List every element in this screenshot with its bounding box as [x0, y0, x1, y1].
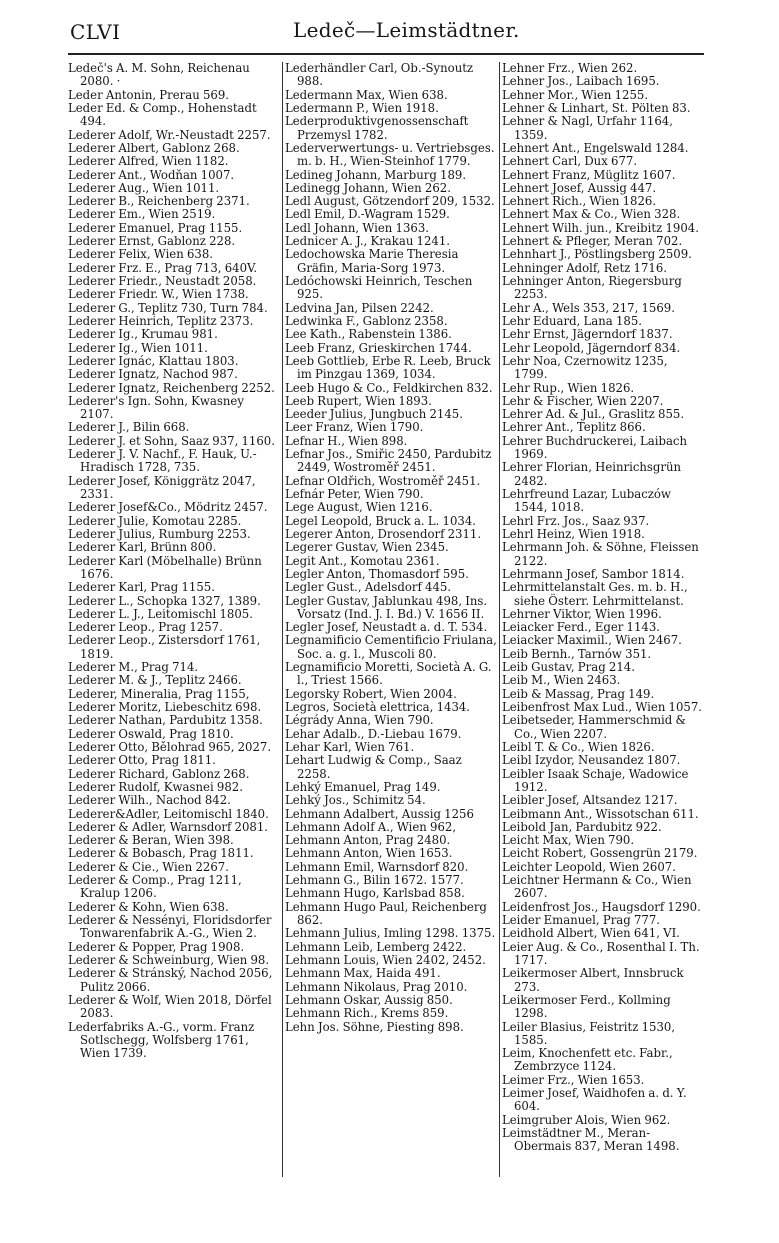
directory-entry: Lederer Leop., Zistersdorf 1761, 1819.: [68, 633, 261, 661]
directory-entry: Leibold Jan, Pardubitz 922.: [502, 819, 662, 834]
directory-entry: Lehnert Carl, Dux 677.: [502, 154, 638, 169]
directory-entry: Leimer Josef, Waidhofen a. d. Y. 604.: [502, 1086, 687, 1114]
directory-entry: Leder Antonin, Prerau 569.: [68, 87, 229, 102]
directory-entry: Lehr Leopold, Jägerndorf 834.: [502, 340, 681, 355]
directory-entry: Ledvina Jan, Pilsen 2242.: [285, 300, 434, 315]
directory-entry: Lederer & Cie., Wien 2267.: [68, 859, 229, 874]
directory-column-1: [68, 62, 280, 1177]
directory-entry: Lederer Josef, Königgrätz 2047, 2331.: [68, 473, 256, 501]
directory-entry: Lederer Heinrich, Teplitz 2373.: [68, 313, 254, 328]
directory-entry: Leibl T. & Co., Wien 1826.: [502, 739, 655, 754]
directory-entry: Lehmann Hugo Paul, Reichenberg 862.: [285, 899, 487, 927]
directory-entry: Lehninger Anton, Riegersburg 2253.: [502, 274, 682, 302]
directory-entry: Legler Gust., Adelsdorf 445.: [285, 580, 452, 595]
directory-entry: Lederer Ignatz, Reichenberg 2252.: [68, 380, 275, 395]
directory-entry: Leichtner Hermann & Co., Wien 2607.: [502, 873, 692, 901]
directory-entry: Lederer Friedr. W., Wien 1738.: [68, 287, 249, 302]
directory-entry: Lehner Jos., Laibach 1695.: [502, 74, 660, 89]
directory-entry: Lehmann G., Bilin 1672. 1577.: [285, 873, 464, 888]
directory-entry: Ledl August, Götzendorf 209, 1532.: [285, 194, 495, 209]
directory-entry: Leeder Julius, Jungbuch 2145.: [285, 407, 463, 422]
directory-entry: Lederer & Stránský, Nachod 2056, Pulitz 2066.: [68, 966, 273, 994]
directory-entry: Leim, Knochenfett etc. Fabr., Zembrzyce 1124.: [502, 1046, 673, 1074]
directory-entry: Lederer L., Schopka 1327, 1389.: [68, 593, 261, 608]
directory-entry: Lehmann Adolf A., Wien 962,: [285, 819, 457, 834]
directory-entry: Lederer Albert, Gablonz 268.: [68, 140, 240, 155]
directory-entry: Lederer J., Bilin 668.: [68, 420, 190, 435]
directory-entry: Lederer & Wolf, Wien 2018, Dörfel 2083.: [68, 992, 272, 1021]
directory-entry: Lederfabriks A.-G., vorm. Franz Sotlschegg, Wolfsberg 1761, Wien 1739.: [68, 1019, 255, 1061]
directory-entry: Legnamificio Moretti, Società A. G. l., Triest 1566.: [285, 660, 492, 688]
column-divider: [282, 62, 283, 1177]
directory-entry: Lehar Karl, Wien 761.: [285, 739, 415, 754]
page-title: Ledeč—Leimstädtner.: [293, 18, 520, 42]
directory-entry: Légrády Anna, Wien 790.: [285, 713, 434, 728]
directory-entry: Leib M., Wien 2463.: [502, 673, 621, 688]
directory-entry: Lehnert Wilh. jun., Kreibitz 1904.: [502, 220, 699, 235]
directory-entry: Lehnhart J., Pöstlingsberg 2509.: [502, 247, 692, 262]
directory-entry: Lederhändler Carl, Ob.-Synoutz 988.: [285, 62, 474, 89]
directory-entry: Lehn Jos. Söhne, Piesting 898.: [285, 1019, 464, 1034]
directory-entry: Ledóchowski Heinrich, Teschen 925.: [285, 274, 473, 302]
directory-entry: Lefnar H., Wien 898.: [285, 433, 408, 448]
directory-entry: Lederer Ignatz, Nachod 987.: [68, 367, 238, 382]
directory-entry: Lederer Julie, Komotau 2285.: [68, 513, 242, 528]
directory-entry: Lederer Aug., Wien 1011.: [68, 180, 220, 195]
directory-entry: Lederer M., Prag 714.: [68, 660, 199, 675]
directory-entry: Lehmann Nikolaus, Prag 2010.: [285, 979, 468, 994]
directory-entry: Lehmann Rich., Krems 859.: [285, 1006, 449, 1021]
directory-entry: Lehr & Fischer, Wien 2207.: [502, 393, 664, 408]
directory-entry: Lehnert Josef, Aussig 447.: [502, 180, 657, 195]
directory-entry: Lederer & Adler, Warnsdorf 2081.: [68, 819, 268, 834]
directory-entry: Lederer Felix, Wien 638.: [68, 247, 213, 262]
directory-entry: Lederer Emanuel, Prag 1155.: [68, 220, 243, 235]
directory-entry: Lehmann Anton, Prag 2480.: [285, 833, 451, 848]
directory-entry: Lederer G., Teplitz 730, Turn 784.: [68, 300, 268, 315]
directory-entry: Lederer & Kohn, Wien 638.: [68, 899, 229, 914]
directory-entry: Ledeč's A. M. Sohn, Reichenau 2080. ·: [68, 62, 250, 89]
directory-entry: Lehrl Frz. Jos., Saaz 937.: [502, 513, 650, 528]
directory-entry: Lefnar Oldřich, Wostroměř 2451.: [285, 473, 481, 488]
directory-entry: Lederer & Popper, Prag 1908.: [68, 939, 245, 954]
directory-entry: Leikermoser Albert, Innsbruck 273.: [502, 966, 684, 994]
directory-column-2: [285, 62, 497, 1177]
directory-entry: Lederer Ig., Krumau 981.: [68, 327, 218, 342]
directory-entry: Leib & Massag, Prag 149.: [502, 686, 655, 701]
directory-entry: Lehrer Ad. & Jul., Graslitz 855.: [502, 407, 685, 422]
directory-entry: Lehrer Buchdruckerei, Laibach 1969.: [502, 433, 688, 462]
directory-entry: Lehrer Florian, Heinrichsgrün 2482.: [502, 460, 682, 488]
directory-entry: Lederer Rudolf, Kwasnei 982.: [68, 779, 243, 794]
directory-entry: Lederer Nathan, Pardubitz 1358.: [68, 713, 263, 728]
directory-entry: Lehnert Max & Co., Wien 328.: [502, 207, 681, 222]
directory-entry: Lederer Wilh., Nachod 842.: [68, 793, 231, 808]
directory-entry: Lehner & Nagl, Urfahr 1164, 1359.: [502, 114, 673, 142]
directory-entry: Leimgruber Alois, Wien 962.: [502, 1112, 671, 1127]
directory-entry: Lederer Alfred, Wien 1182.: [68, 154, 229, 169]
directory-entry: Lehrl Heinz, Wien 1918.: [502, 526, 645, 541]
directory-entry: Lederer & Schweinburg, Wien 98.: [68, 952, 270, 967]
directory-entry: Lehnert Franz, Müglitz 1607.: [502, 167, 676, 182]
directory-entry: Lederer Otto, Prag 1811.: [68, 753, 216, 768]
directory-entry: Ledl Johann, Wien 1363.: [285, 220, 429, 235]
directory-entry: Leer Franz, Wien 1790.: [285, 420, 424, 435]
directory-entry: Leder Ed. & Comp., Hohenstadt 494.: [68, 100, 257, 129]
directory-entry: Leicht Max, Wien 790.: [502, 833, 635, 848]
directory-entry: Legler Gustav, Jablunkau 498, Ins. Vorsatz (Ind. J. I. Bd.) V. 1656 II.: [285, 593, 488, 621]
directory-entry: Lehmann Leib, Lemberg 2422.: [285, 939, 467, 954]
directory-entry: Leibler Josef, Altsandez 1217.: [502, 793, 678, 808]
directory-columns: [68, 62, 704, 1182]
directory-entry: Lederproduktivgenossenschaft Przemysl 1782.: [285, 114, 469, 142]
directory-entry: Lederer M. & J., Teplitz 2466.: [68, 673, 242, 688]
page-number: CLVI: [70, 20, 121, 44]
directory-entry: Leichter Leopold, Wien 2607.: [502, 859, 676, 874]
directory-entry: Lehr Eduard, Lana 185.: [502, 313, 642, 328]
directory-entry: Lehnert Ant., Engelswald 1284.: [502, 140, 689, 155]
directory-entry: Leier Aug. & Co., Rosenthal I. Th. 1717.: [502, 939, 700, 967]
directory-entry: Legel Leopold, Bruck a. L. 1034.: [285, 513, 477, 528]
directory-entry: Lederer Richard, Gablonz 268.: [68, 766, 250, 781]
directory-entry: Lederer Ignác, Klattau 1803.: [68, 353, 239, 368]
directory-entry: Lederer Em., Wien 2519.: [68, 207, 216, 222]
directory-entry: Leeb Hugo & Co., Feldkirchen 832.: [285, 380, 493, 395]
directory-entry: Lefnar Jos., Smiřic 2450, Pardubitz 2449, Wostroměř 2451.: [285, 447, 492, 475]
directory-entry: Lehký Jos., Schimitz 54.: [285, 793, 426, 808]
directory-entry: Lehrer Ant., Teplitz 866.: [502, 420, 646, 435]
directory-entry: Lehký Emanuel, Prag 149.: [285, 779, 441, 794]
directory-entry: Leeb Rupert, Wien 1893.: [285, 393, 432, 408]
directory-entry: Lehmann Max, Haida 491.: [285, 966, 441, 981]
directory-entry: Lehrmann Joh. & Söhne, Fleissen 2122.: [502, 540, 699, 568]
directory-entry: Lehner Mor., Wien 1255.: [502, 87, 649, 102]
directory-entry: Lederer J. et Sohn, Saaz 937, 1160.: [68, 433, 275, 448]
directory-entry: Leib Gustav, Prag 214.: [502, 660, 635, 675]
directory-entry: Ledermann Max, Wien 638.: [285, 87, 448, 102]
directory-entry: Lehner & Linhart, St. Pölten 83.: [502, 100, 691, 115]
directory-entry: Lege August, Wien 1216.: [285, 500, 433, 515]
directory-entry: Leikermoser Ferd., Kollming 1298.: [502, 992, 671, 1021]
directory-entry: Lehmann Louis, Wien 2402, 2452.: [285, 952, 486, 967]
directory-entry: Leidhold Albert, Wien 641, VI.: [502, 926, 680, 941]
directory-entry: Legler Josef, Neustadt a. d. T. 534.: [285, 620, 488, 635]
directory-entry: Lehrfreund Lazar, Lubaczów 1544, 1018.: [502, 487, 671, 515]
directory-entry: Leibl Izydor, Neusandez 1807.: [502, 753, 681, 768]
directory-entry: Ledineg Johann, Marburg 189.: [285, 167, 467, 182]
directory-entry: Lee Kath., Rabenstein 1386.: [285, 327, 452, 342]
directory-entry: Legerer Anton, Drosendorf 2311.: [285, 526, 482, 541]
directory-entry: Lednicer A. J., Krakau 1241.: [285, 234, 451, 249]
directory-entry: Lehrmann Josef, Sambor 1814.: [502, 566, 685, 581]
directory-entry: Lederer Moritz, Liebeschitz 698.: [68, 700, 262, 714]
directory-entry: Lehr Ernst, Jägerndorf 1837.: [502, 327, 673, 342]
directory-entry: Lederer Karl (Möbelhalle) Brünn 1676.: [68, 553, 262, 581]
directory-entry: Lederer Karl, Prag 1155.: [68, 580, 215, 595]
directory-entry: Lehnert & Pfleger, Meran 702.: [502, 234, 683, 249]
directory-entry: Ledl Emil, D.-Wagram 1529.: [285, 207, 450, 222]
directory-entry: Leimstädtner M., Meran-Obermais 837, Meran 1498.: [502, 1126, 680, 1154]
directory-entry: Lederer Frz. E., Prag 713, 640V.: [68, 260, 258, 275]
directory-entry: Legit Ant., Komotau 2361.: [285, 553, 440, 568]
directory-entry: Lederer Otto, Bělohrad 965, 2027.: [68, 739, 272, 754]
directory-entry: Lederer&Adler, Leitomischl 1840.: [68, 806, 269, 821]
directory-entry: Leibler Isaak Schaje, Wadowice 1912.: [502, 766, 689, 794]
directory-entry: Lehninger Adolf, Retz 1716.: [502, 260, 667, 275]
directory-entry: Lehar Adalb., D.-Liebau 1679.: [285, 726, 462, 741]
directory-entry: Lederer Karl, Brünn 800.: [68, 540, 217, 555]
directory-entry: Lederer J. V. Nachf., F. Hauk, U.-Hradisch 1728, 735.: [68, 447, 257, 475]
directory-entry: Legros, Società elettrica, 1434.: [285, 700, 471, 714]
directory-column-3: [502, 62, 704, 1177]
directory-entry: Lederer & Beran, Wien 398.: [68, 833, 234, 848]
directory-entry: Lehmann Hugo, Karlsbad 858.: [285, 886, 465, 901]
page-header: [0, 14, 779, 54]
directory-entry: Ledinegg Johann, Wien 262.: [285, 180, 451, 195]
directory-entry: Leib Bernh., Tarnów 351.: [502, 646, 652, 661]
directory-entry: Lederer L. J., Leitomischl 1805.: [68, 606, 253, 621]
directory-entry: Lehrner Viktor, Wien 1996.: [502, 606, 662, 621]
directory-entry: Lehmann Anton, Wien 1653.: [285, 846, 453, 861]
directory-entry: Legnamificio Cementificio Friulana, Soc. a. g. l., Muscoli 80.: [285, 633, 497, 661]
column-divider: [499, 62, 500, 1177]
directory-entry: Leeb Gottlieb, Erbe R. Leeb, Bruck im Pinzgau 1369, 1034.: [285, 353, 491, 382]
directory-entry: Lederer & Nessényi, Floridsdorfer Tonwarenfabrik A.-G., Wien 2.: [68, 913, 272, 941]
directory-entry: Lehart Ludwig & Comp., Saaz 2258.: [285, 753, 462, 781]
directory-entry: Legerer Gustav, Wien 2345.: [285, 540, 449, 555]
directory-entry: Leidenfrost Jos., Haugsdorf 1290.: [502, 899, 701, 914]
directory-entry: Leibenfrost Max Lud., Wien 1057.: [502, 700, 703, 714]
directory-entry: Lehr A., Wels 353, 217, 1569.: [502, 300, 675, 315]
directory-entry: Lehmann Julius, Imling 1298. 1375.: [285, 926, 496, 941]
directory-entry: Lehner Frz., Wien 262.: [502, 62, 638, 75]
directory-entry: Leiacker Maximil., Wien 2467.: [502, 633, 682, 648]
directory-entry: Leider Emanuel, Prag 777.: [502, 913, 660, 927]
directory-entry: Lehrmittelanstalt Ges. m. b. H., siehe Österr. Lehrmittelanst.: [502, 580, 688, 608]
directory-entry: Leibetseder, Hammerschmid & Co., Wien 2207.: [502, 713, 686, 741]
directory-entry: Lederverwertungs- u. Vertriebsges. m. b. H., Wien-Steinhof 1779.: [285, 140, 495, 169]
directory-entry: Lederer Oswald, Prag 1810.: [68, 726, 234, 741]
directory-entry: Lederer Ernst, Gablonz 228.: [68, 234, 236, 249]
directory-entry: Lederer Adolf, Wr.-Neustadt 2257.: [68, 127, 271, 142]
directory-entry: Leiacker Ferd., Eger 1143.: [502, 620, 661, 635]
directory-entry: Lederer, Mineralia, Prag 1155,: [68, 686, 250, 701]
directory-entry: Leibmann Ant., Wissotschan 611.: [502, 806, 699, 821]
directory-entry: Lehmann Adalbert, Aussig 1256: [285, 806, 474, 821]
directory-entry: Lederer Julius, Rumburg 2253.: [68, 526, 251, 541]
directory-entry: Lederer & Bobasch, Prag 1811.: [68, 846, 254, 861]
directory-entry: Lefnár Peter, Wien 790.: [285, 487, 424, 501]
directory-entry: Ledochowska Marie Theresia Gräfin, Maria-Sorg 1973.: [285, 247, 459, 275]
directory-entry: Leimer Frz., Wien 1653.: [502, 1072, 645, 1087]
directory-entry: Leiler Blasius, Feistritz 1530, 1585.: [502, 1019, 676, 1047]
directory-entry: Lederer & Comp., Prag 1211, Kralup 1206.: [68, 873, 242, 901]
header-rule: [68, 53, 704, 55]
directory-entry: Lederer Ant., Wodňan 1007.: [68, 167, 235, 182]
directory-entry: Leicht Robert, Gossengrün 2179.: [502, 846, 698, 861]
directory-entry: Lederer Ig., Wien 1011.: [68, 340, 208, 355]
directory-entry: Lederer Friedr., Neustadt 2058.: [68, 274, 257, 288]
directory-entry: Lederer's Ign. Sohn, Kwasney 2107.: [68, 393, 244, 422]
directory-entry: Lehr Noa, Czernowitz 1235, 1799.: [502, 353, 668, 382]
directory-entry: Lehmann Oskar, Aussig 850.: [285, 992, 453, 1007]
directory-entry: Leeb Franz, Grieskirchen 1744.: [285, 340, 472, 355]
directory-entry: Lehr Rup., Wien 1826.: [502, 380, 635, 395]
directory-entry: Lehmann Emil, Warnsdorf 820.: [285, 859, 469, 874]
directory-entry: Lederer Leop., Prag 1257.: [68, 620, 223, 635]
directory-entry: Ledwinka F., Gablonz 2358.: [285, 313, 448, 328]
directory-entry: Lehnert Rich., Wien 1826.: [502, 194, 657, 209]
directory-entry: Legorsky Robert, Wien 2004.: [285, 686, 457, 701]
directory-entry: Lederer Josef&Co., Mödritz 2457.: [68, 500, 268, 515]
directory-entry: Lederer B., Reichenberg 2371.: [68, 194, 250, 209]
directory-entry: Ledermann P., Wien 1918.: [285, 100, 439, 115]
directory-entry: Legler Anton, Thomasdorf 595.: [285, 566, 469, 581]
